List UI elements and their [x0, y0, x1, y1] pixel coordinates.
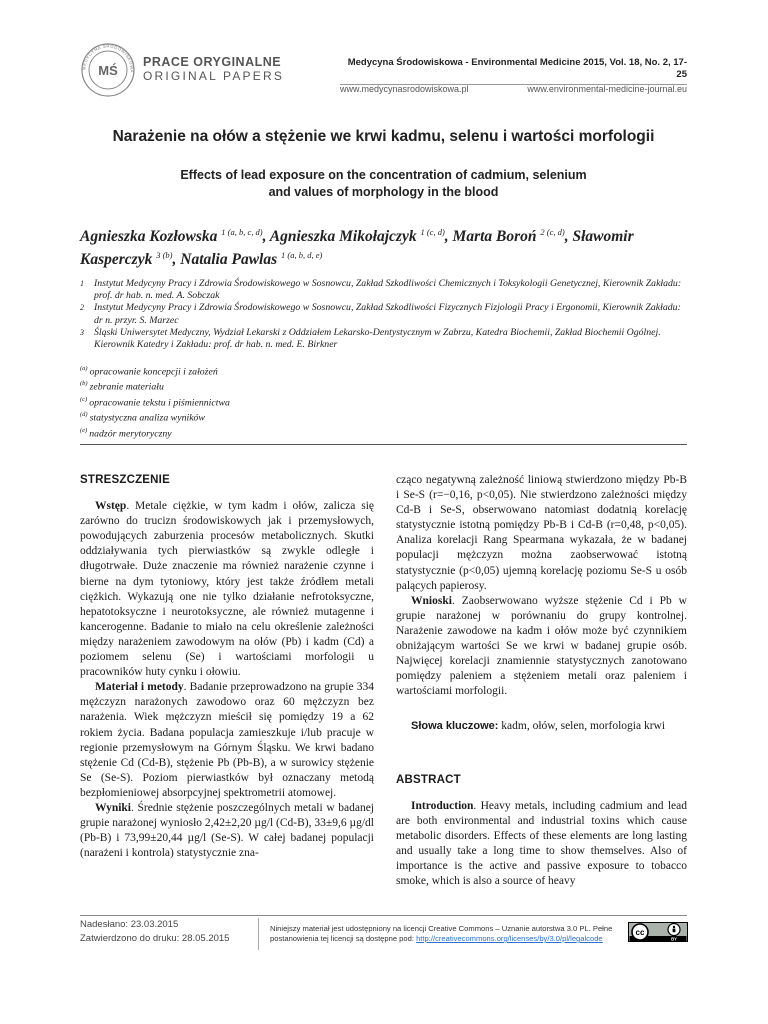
author-affiliation-marker: 1 (a, b, c, d) — [221, 227, 263, 237]
author-separator: , — [444, 228, 453, 246]
paragraph-wstep: Wstęp. Metale ciężkie, w tym kadm i ołów, zalicza się zarówno do trucizn środowiskowych jak i przemysłowych, powodujących zaburzenia procesów metabolicznych. Skutki oddziaływania tych pierwiastków są zwykle odległe i długotrwałe. Duże znaczenie ma również narażenie czynne i bierne na dym tytoniowy, który jest także źródłem metali ciężkich. Wykazują one nie tylko działanie nefrotoksyczne, hepatotoksyczne i neurotoksyczne, ale również mutagenne i kancerogenne. Badanie to miało na celu określenie zależności między narażeniem zawodowym na ołów (Pb) i kadm (Cd) a poziomem selenu (Se) i wartościami morfologii u pracowników huty cynku i ołowiu. — [80, 500, 374, 679]
title-english — [120, 167, 647, 201]
approved-date: Zatwierdzono do druku: 28.05.2015 — [80, 932, 230, 944]
contribution-key: (d) — [80, 411, 88, 419]
paragraph-wnioski: Wnioski. Zaobserwowano wyższe stężenie Cd i Pb w grupie narażonej w porównaniu do grupy kontrolnej. Narażenie zawodowe na kadm i ołów może być czynnikiem obniżającym wartości Se we krwi w badanej grupie osób. Najwięcej korelacji znamiennie statystycznych zanotowano pomiędzy paleniem a stężeniem metali oraz paleniem i wartościami morfologii. — [396, 594, 687, 698]
streszczenie-heading: STRESZCZENIE — [80, 474, 170, 486]
contribution-item — [80, 409, 480, 424]
author-affiliation-marker: 1 (a, b, d, e) — [281, 250, 323, 261]
paragraph-continuation: cząco negatywną zależność liniową stwierdzono między Pb-B i Se-S (r=−0,16, p<0,05). Nie stwierdzono zależności między Cd-B i Se-S, obserwowano natomiast dodatnią korelację statystycznie istotną pomiędzy Pb-B i Cd-B (r=0,48, p<0,05). Analiza korelacji Rang Spearmana wykazała, że w badanej populacji mężczyzn można zaobserwować istotną statystycznie (p<0,05) ujemną korelację poziomu Se-S u osób palących papierosy. — [396, 474, 687, 592]
contribution-key: (c) — [80, 395, 88, 403]
keywords: Słowa kluczowe: kadm, ołów, selen, morfologia krwi — [411, 720, 666, 733]
paragraph-wyniki: Wyniki. Średnie stężenie poszczególnych metali w badanej grupie narażonej wyniosło 2,42±2,20 µg/l (Cd-B), 33±9,6 µg/dl (Pb-B) i 73,99±20,44 µg/l (Se-S). W całej badanej populacji (narażeni i kontrola) statystycznie zna- — [80, 801, 374, 860]
contribution-item — [80, 378, 480, 393]
footer-dates — [80, 918, 229, 945]
author-list — [80, 223, 690, 269]
section-label — [143, 55, 284, 84]
contributions — [80, 363, 480, 440]
section-divider — [80, 444, 687, 445]
title-polish: Narażenie na ołów a stężenie we krwi kadmu, selenu i wartości morfologii — [112, 128, 655, 145]
received-date: Nadesłano: 23.03.2015 — [80, 919, 179, 930]
footer-separator — [258, 918, 259, 950]
right-column — [396, 473, 687, 889]
author-name: Sławomir Kasperczyk — [80, 228, 634, 269]
contribution-key: (a) — [80, 365, 88, 372]
author-affiliation-marker: 2 (c, d) — [540, 227, 565, 237]
section-en: ORIGINAL PAPERS — [143, 69, 285, 83]
affiliation-item — [80, 327, 690, 351]
affiliation-number: 1 — [80, 279, 84, 288]
logo-letters: MŚ — [98, 63, 118, 78]
affiliation-item — [80, 302, 690, 326]
author-name: Natalia Pawlas — [180, 251, 278, 269]
section-pl: PRACE ORYGINALNE — [143, 55, 282, 69]
logo-ring-text: MEDYCYNA ŚRODOWISKOWA — [81, 43, 135, 74]
journal-url-pl[interactable]: www.medycynasrodowiskowa.pl — [340, 84, 469, 94]
paragraph-material: Materiał i metody. Badanie przeprowadzono na grupie 334 mężczyzn narażonych zawodowo oraz 60 mężczyzn bez narażenia. Wiek mężczyzn mieścił się pomiędzy 19 a 62 rokiem życia. Badana populacja zamieszkuje i/lub pracuje w regionie przemysłowym na Górnym Śląsku. We krwi badano stężenie Cd (Cd-B), stężenie Pb (Pb-B), a w surowicy stężenie Se (Se-S). Poziom pierwiastków był oznaczany metodą bezpłomieniowej absorpcyjnej spektrometrii atomowej. — [80, 681, 374, 799]
affiliations — [80, 278, 690, 351]
author-separator: , — [262, 228, 270, 246]
affiliation-item — [80, 278, 690, 302]
contribution-key: (e) — [80, 426, 88, 434]
author-separator: , — [172, 251, 181, 269]
svg-text:cc: cc — [635, 928, 645, 937]
title-english-line1: Effects of lead exposure on the concentration of cadmium, selenium — [180, 168, 587, 182]
contribution-item — [80, 363, 480, 378]
contribution-text: statystyczna analiza wyników — [89, 412, 205, 424]
author-affiliation-marker: 1 (c, d) — [420, 227, 445, 237]
cc-by-badge[interactable] — [628, 922, 688, 942]
contribution-text: opracowanie tekstu i piśmiennictwa — [89, 397, 230, 409]
affiliation-number: 3 — [80, 327, 84, 337]
contribution-text: opracowanie koncepcji i założeń — [89, 366, 218, 378]
author-name: Agnieszka Mikołajczyk — [269, 228, 417, 246]
journal-logo — [80, 42, 136, 98]
contribution-text: zebranie materiału — [89, 381, 164, 393]
contribution-item — [80, 394, 480, 409]
contribution-item — [80, 425, 480, 440]
author-separator: , — [564, 228, 573, 246]
license-notice: Niniejszy materiał jest udostępniony na licencji Creative Commons – Uznanie autorstwa 3.0 PL. Pełne postanowienia tej licencji są dostępne pod: http://creativecommons.org/licenses/by/3.0/pl/legalcode — [270, 924, 613, 943]
footer-divider — [80, 915, 687, 916]
contribution-key: (b) — [80, 380, 88, 388]
license-link[interactable]: http://creativecommons.org/licenses/by/3.0/pl/legalcode — [416, 934, 603, 943]
author-name: Marta Boroń — [452, 228, 537, 246]
abstract-heading: ABSTRACT — [396, 773, 461, 786]
paragraph-introduction: Introduction. Heavy metals, including cadmium and lead are both environmental and industrial toxins which cause metabolic disorders. Effects of these elements are long lasting and usually take a long time to show themselves. Also of importance is the active and passive exposure to tobacco smoke, which is also a source of heavy — [396, 799, 687, 888]
svg-text:BY: BY — [671, 936, 677, 942]
affiliation-text: Instytut Medycyny Pracy i Zdrowia Środowiskowego w Sosnowcu, Zakład Szkodliwości Chemicznych i Toksykologii Genetycznej, Kierownik Zakładu: prof. dr hab. n. med. A. Sobczak — [94, 278, 682, 302]
journal-info — [340, 57, 687, 97]
journal-citation: Medycyna Środowiskowa - Environmental Medicine 2015, Vol. 18, No. 2, 17-25 — [347, 57, 687, 80]
affiliation-text: Śląski Uniwersytet Medyczny, Wydział Lekarski z Oddziałem Lekarsko-Dentystycznym w Zabrzu, Katedra Biochemii, Zakład Biochemii Ogólnej. Kierownik Katedry i Zakładu: prof. dr hab. n. med. E. Birkner — [94, 326, 661, 351]
affiliation-text: Instytut Medycyny Pracy i Zdrowia Środowiskowego w Sosnowcu, Zakład Szkodliwości Fizycznych Fizjologii Pracy i Ergonomii, Kierownik Zakładu: dr n. przyr. S. Marzec — [94, 302, 681, 326]
left-column — [80, 473, 374, 861]
header-divider — [340, 84, 687, 85]
affiliation-number: 2 — [80, 303, 84, 313]
author-name: Agnieszka Kozłowska — [80, 228, 218, 246]
author-affiliation-marker: 3 (b) — [156, 250, 173, 261]
contribution-text: nadzór merytoryczny — [89, 428, 172, 440]
journal-url-en[interactable]: www.environmental-medicine-journal.eu — [527, 84, 687, 94]
title-english-line2: and values of morphology in the blood — [268, 185, 499, 199]
